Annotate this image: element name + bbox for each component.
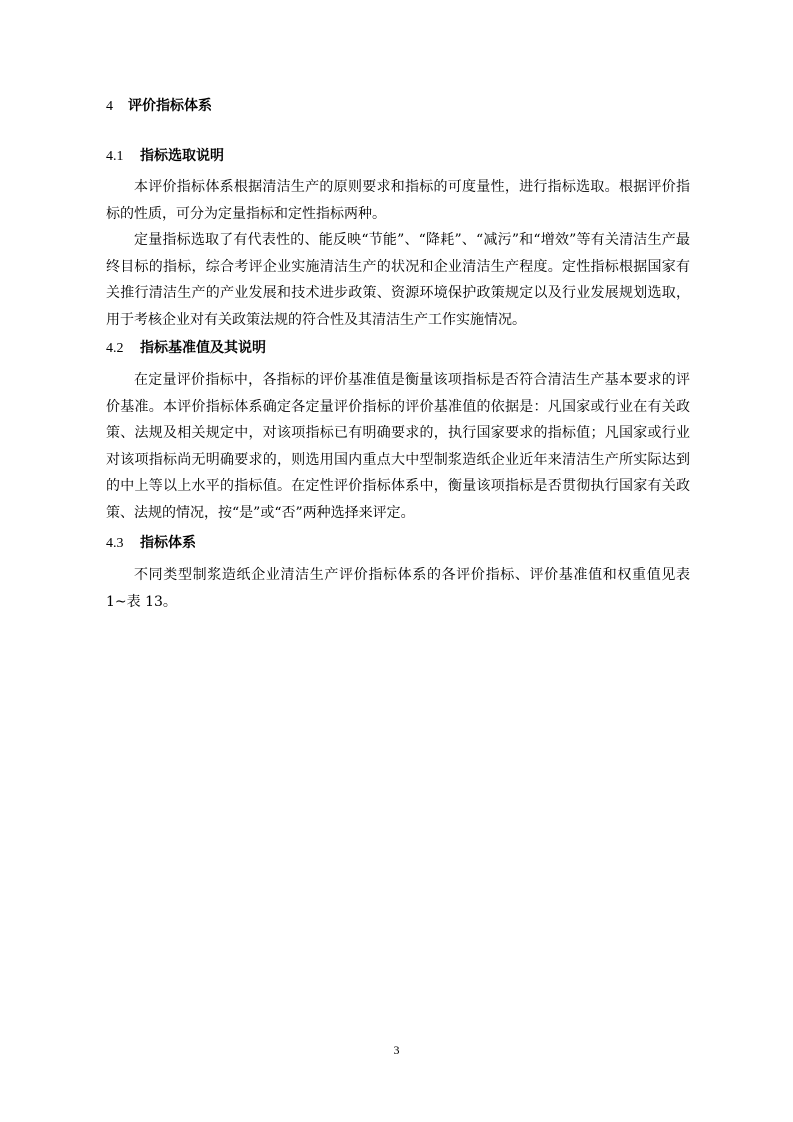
section-number: 4.3 [106,536,124,551]
page-number: 3 [393,1043,400,1057]
section-title: 评价指标体系 [128,98,212,114]
section-number: 4.1 [106,149,124,164]
paragraph: 不同类型制浆造纸企业清洁生产评价指标体系的各评价指标、评价基准值和权重值见表 1~表 13。 [106,567,690,610]
section-heading-4-3 [106,533,196,554]
section-number: 4 [106,99,113,114]
section-number: 4.2 [106,341,124,356]
section-heading-4-2 [106,338,266,359]
paragraph: 在定量评价指标中，各指标的评价基准值是衡量该项指标是否符合清洁生产基本要求的评价基准。本评价指标体系确定各定量评价指标的评价基准值的依据是：凡国家或行业在有关政策、法规及相关规定中，对该项指标已有明确要求的，执行国家要求的指标值；凡国家或行业对该项指标尚无明确要求的，则选用国内重点大中型制浆造纸企业近年来清洁生产所实际达到的中上等以上水平的指标值。在定性评价指标体系中，衡量该项指标是否贯彻执行国家有关政策、法规的情况，按“是”或“否”两种选择来评定。 [106,372,690,521]
section-title: 指标基准值及其说明 [140,340,266,356]
section-heading-4-1 [106,146,224,167]
section-title: 指标选取说明 [140,148,224,164]
section-title: 指标体系 [140,535,196,551]
section-heading-4 [106,96,212,117]
paragraph: 定量指标选取了有代表性的、能反映“节能”、“降耗”、“减污”和“增效”等有关清洁生产最终目标的指标，综合考评企业实施清洁生产的状况和企业清洁生产程度。定性指标根据国家有关推行清洁生产的产业发展和技术进步政策、资源环境保护政策规定以及行业发展规划选取，用于考核企业对有关政策法规的符合性及其清洁生产工作实施情况。 [106,232,690,328]
paragraph: 本评价指标体系根据清洁生产的原则要求和指标的可度量性，进行指标选取。根据评价指标的性质，可分为定量指标和定性指标两种。 [106,179,690,222]
